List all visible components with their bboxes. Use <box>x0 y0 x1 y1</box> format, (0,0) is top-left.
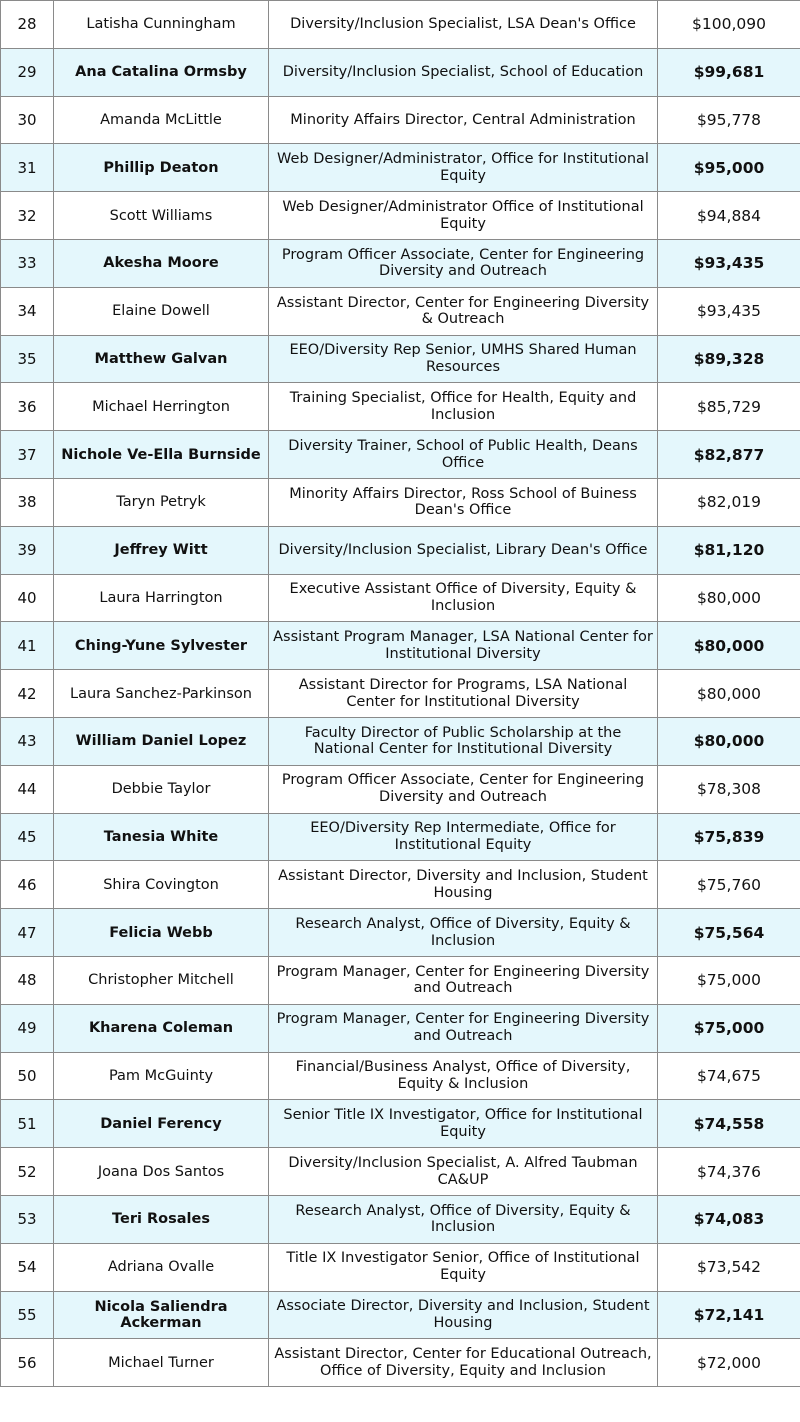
rank-cell: 42 <box>1 670 54 718</box>
salary-cell: $74,675 <box>658 1052 800 1100</box>
title-cell: Research Analyst, Office of Diversity, Equity & Inclusion <box>269 909 658 957</box>
table-row <box>1 48 800 96</box>
salary-cell: $74,083 <box>658 1195 800 1243</box>
table-row <box>1 144 800 192</box>
rank-cell: 34 <box>1 287 54 335</box>
rank-cell: 48 <box>1 956 54 1004</box>
name-cell: Amanda McLittle <box>54 96 269 144</box>
salary-cell: $82,019 <box>658 478 800 526</box>
salary-cell: $93,435 <box>658 239 800 287</box>
title-cell: Assistant Director, Diversity and Inclusion, Student Housing <box>269 861 658 909</box>
table-row <box>1 1339 800 1387</box>
rank-cell: 38 <box>1 478 54 526</box>
table-row <box>1 574 800 622</box>
table-row <box>1 1052 800 1100</box>
rank-cell: 56 <box>1 1339 54 1387</box>
salary-cell: $72,141 <box>658 1291 800 1339</box>
title-cell: Financial/Business Analyst, Office of Diversity, Equity & Inclusion <box>269 1052 658 1100</box>
salary-cell: $99,681 <box>658 48 800 96</box>
name-cell: William Daniel Lopez <box>54 717 269 765</box>
rank-cell: 53 <box>1 1195 54 1243</box>
salary-cell: $74,376 <box>658 1148 800 1196</box>
salary-cell: $80,000 <box>658 574 800 622</box>
name-cell: Elaine Dowell <box>54 287 269 335</box>
salary-cell: $81,120 <box>658 526 800 574</box>
name-cell: Teri Rosales <box>54 1195 269 1243</box>
salary-cell: $85,729 <box>658 383 800 431</box>
salary-cell: $93,435 <box>658 287 800 335</box>
table-row <box>1 861 800 909</box>
name-cell: Laura Sanchez-Parkinson <box>54 670 269 718</box>
name-cell: Ching-Yune Sylvester <box>54 622 269 670</box>
name-cell: Christopher Mitchell <box>54 956 269 1004</box>
rank-cell: 36 <box>1 383 54 431</box>
table-row <box>1 717 800 765</box>
rank-cell: 35 <box>1 335 54 383</box>
rank-cell: 32 <box>1 192 54 240</box>
rank-cell: 39 <box>1 526 54 574</box>
table-row <box>1 239 800 287</box>
title-cell: Minority Affairs Director, Central Administration <box>269 96 658 144</box>
salary-cell: $73,542 <box>658 1243 800 1291</box>
rank-cell: 37 <box>1 431 54 479</box>
table-row <box>1 431 800 479</box>
name-cell: Latisha Cunningham <box>54 1 269 49</box>
rank-cell: 45 <box>1 813 54 861</box>
name-cell: Scott Williams <box>54 192 269 240</box>
table-row <box>1 287 800 335</box>
title-cell: EEO/Diversity Rep Senior, UMHS Shared Human Resources <box>269 335 658 383</box>
rank-cell: 54 <box>1 1243 54 1291</box>
salary-cell: $75,564 <box>658 909 800 957</box>
table-row <box>1 96 800 144</box>
table-row <box>1 765 800 813</box>
rank-cell: 41 <box>1 622 54 670</box>
title-cell: Training Specialist, Office for Health, Equity and Inclusion <box>269 383 658 431</box>
rank-cell: 44 <box>1 765 54 813</box>
title-cell: Web Designer/Administrator, Office for Institutional Equity <box>269 144 658 192</box>
title-cell: Diversity/Inclusion Specialist, A. Alfred Taubman CA&UP <box>269 1148 658 1196</box>
name-cell: Nicola Saliendra Ackerman <box>54 1291 269 1339</box>
name-cell: Adriana Ovalle <box>54 1243 269 1291</box>
salary-cell: $95,000 <box>658 144 800 192</box>
table-row <box>1 192 800 240</box>
salary-cell: $75,000 <box>658 956 800 1004</box>
title-cell: Program Officer Associate, Center for Engineering Diversity and Outreach <box>269 765 658 813</box>
rank-cell: 49 <box>1 1004 54 1052</box>
title-cell: Assistant Director, Center for Engineering Diversity & Outreach <box>269 287 658 335</box>
title-cell: Diversity Trainer, School of Public Health, Deans Office <box>269 431 658 479</box>
table-row <box>1 813 800 861</box>
name-cell: Laura Harrington <box>54 574 269 622</box>
table-row <box>1 1243 800 1291</box>
title-cell: Diversity/Inclusion Specialist, Library Dean's Office <box>269 526 658 574</box>
salary-cell: $72,000 <box>658 1339 800 1387</box>
name-cell: Felicia Webb <box>54 909 269 957</box>
salary-cell: $82,877 <box>658 431 800 479</box>
salary-cell: $80,000 <box>658 670 800 718</box>
salary-cell: $95,778 <box>658 96 800 144</box>
title-cell: Senior Title IX Investigator, Office for Institutional Equity <box>269 1100 658 1148</box>
rank-cell: 31 <box>1 144 54 192</box>
table-row <box>1 526 800 574</box>
title-cell: Executive Assistant Office of Diversity, Equity & Inclusion <box>269 574 658 622</box>
rank-cell: 29 <box>1 48 54 96</box>
name-cell: Jeffrey Witt <box>54 526 269 574</box>
title-cell: EEO/Diversity Rep Intermediate, Office for Institutional Equity <box>269 813 658 861</box>
name-cell: Debbie Taylor <box>54 765 269 813</box>
title-cell: Diversity/Inclusion Specialist, LSA Dean's Office <box>269 1 658 49</box>
name-cell: Ana Catalina Ormsby <box>54 48 269 96</box>
title-cell: Assistant Program Manager, LSA National Center for Institutional Diversity <box>269 622 658 670</box>
title-cell: Diversity/Inclusion Specialist, School of Education <box>269 48 658 96</box>
table-row <box>1 1291 800 1339</box>
table-row <box>1 622 800 670</box>
name-cell: Shira Covington <box>54 861 269 909</box>
salary-cell: $100,090 <box>658 1 800 49</box>
title-cell: Program Manager, Center for Engineering Diversity and Outreach <box>269 1004 658 1052</box>
salary-cell: $75,000 <box>658 1004 800 1052</box>
table-row <box>1 1148 800 1196</box>
table-row <box>1 335 800 383</box>
salary-table-body <box>1 1 800 1387</box>
name-cell: Matthew Galvan <box>54 335 269 383</box>
title-cell: Program Manager, Center for Engineering Diversity and Outreach <box>269 956 658 1004</box>
title-cell: Research Analyst, Office of Diversity, Equity & Inclusion <box>269 1195 658 1243</box>
name-cell: Kharena Coleman <box>54 1004 269 1052</box>
name-cell: Joana Dos Santos <box>54 1148 269 1196</box>
table-row <box>1 478 800 526</box>
title-cell: Program Officer Associate, Center for Engineering Diversity and Outreach <box>269 239 658 287</box>
rank-cell: 47 <box>1 909 54 957</box>
salary-cell: $80,000 <box>658 622 800 670</box>
rank-cell: 46 <box>1 861 54 909</box>
table-row <box>1 1195 800 1243</box>
rank-cell: 52 <box>1 1148 54 1196</box>
name-cell: Tanesia White <box>54 813 269 861</box>
name-cell: Michael Herrington <box>54 383 269 431</box>
rank-cell: 43 <box>1 717 54 765</box>
rank-cell: 51 <box>1 1100 54 1148</box>
name-cell: Michael Turner <box>54 1339 269 1387</box>
rank-cell: 50 <box>1 1052 54 1100</box>
table-row <box>1 909 800 957</box>
salary-cell: $75,760 <box>658 861 800 909</box>
rank-cell: 33 <box>1 239 54 287</box>
rank-cell: 40 <box>1 574 54 622</box>
table-row <box>1 1004 800 1052</box>
title-cell: Assistant Director, Center for Educational Outreach, Office of Diversity, Equity and Inclusion <box>269 1339 658 1387</box>
title-cell: Associate Director, Diversity and Inclusion, Student Housing <box>269 1291 658 1339</box>
table-row <box>1 383 800 431</box>
rank-cell: 30 <box>1 96 54 144</box>
title-cell: Faculty Director of Public Scholarship at the National Center for Institutional Diversity <box>269 717 658 765</box>
name-cell: Taryn Petryk <box>54 478 269 526</box>
name-cell: Akesha Moore <box>54 239 269 287</box>
salary-cell: $78,308 <box>658 765 800 813</box>
name-cell: Nichole Ve-Ella Burnside <box>54 431 269 479</box>
name-cell: Phillip Deaton <box>54 144 269 192</box>
name-cell: Pam McGuinty <box>54 1052 269 1100</box>
name-cell: Daniel Ferency <box>54 1100 269 1148</box>
salary-cell: $75,839 <box>658 813 800 861</box>
title-cell: Title IX Investigator Senior, Office of Institutional Equity <box>269 1243 658 1291</box>
salary-cell: $80,000 <box>658 717 800 765</box>
rank-cell: 55 <box>1 1291 54 1339</box>
salary-cell: $94,884 <box>658 192 800 240</box>
title-cell: Minority Affairs Director, Ross School of Buiness Dean's Office <box>269 478 658 526</box>
title-cell: Web Designer/Administrator Office of Institutional Equity <box>269 192 658 240</box>
title-cell: Assistant Director for Programs, LSA National Center for Institutional Diversity <box>269 670 658 718</box>
table-row <box>1 956 800 1004</box>
table-row <box>1 670 800 718</box>
salary-cell: $74,558 <box>658 1100 800 1148</box>
table-row <box>1 1 800 49</box>
table-row <box>1 1100 800 1148</box>
rank-cell: 28 <box>1 1 54 49</box>
salary-cell: $89,328 <box>658 335 800 383</box>
